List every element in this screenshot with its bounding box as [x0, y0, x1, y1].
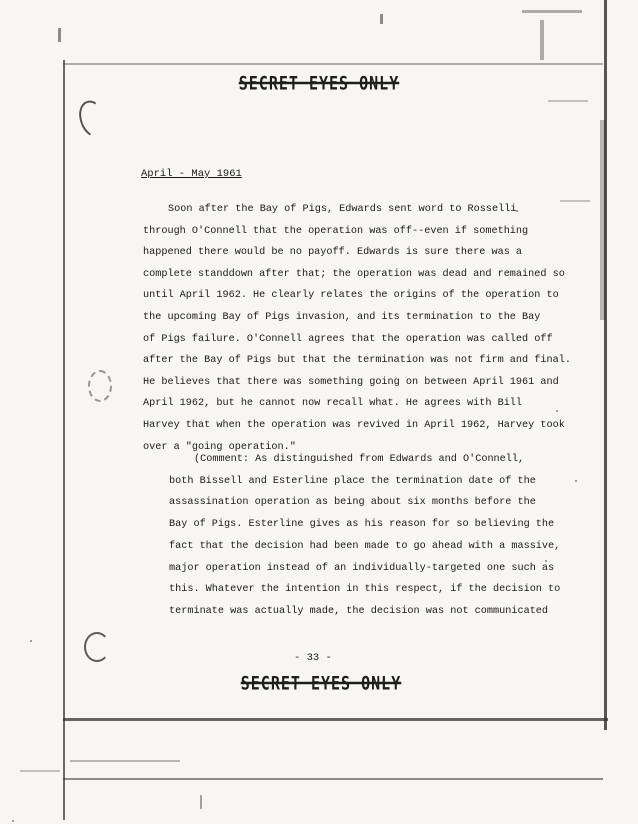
classification-stamp-text: SECRET EYES ONLY	[240, 671, 402, 695]
scan-noise	[522, 10, 582, 13]
comment-line: terminate was actually made, the decision was not communicated	[169, 605, 549, 617]
paragraph-line: April 1962, but he cannot now recall what. He agrees with Bill	[143, 398, 523, 410]
classification-stamp-text: SECRET EYES ONLY	[238, 71, 400, 95]
scan-noise	[600, 120, 606, 320]
comment-line: major operation instead of an individually-targeted one such as	[169, 562, 555, 574]
punch-hole-mark	[84, 632, 110, 662]
scan-speck	[30, 640, 32, 642]
scan-speck	[556, 410, 558, 412]
paragraph-line: until April 1962. He clearly relates the origins of the operation to	[143, 290, 559, 302]
paragraph-line: through O'Connell that the operation was off--even if something	[143, 225, 529, 237]
comment-line: assassination operation as being about six months before the	[169, 497, 536, 509]
comment-line: fact that the decision had been made to go ahead with a massive,	[169, 540, 561, 552]
scan-speck	[575, 480, 577, 482]
scan-noise	[200, 795, 202, 809]
scan-speck	[545, 560, 547, 562]
paragraph-line: the upcoming Bay of Pigs invasion, and its termination to the Bay	[143, 311, 541, 323]
comment-line: Bay of Pigs. Esterline gives as his reason for so believing the	[169, 519, 555, 531]
paragraph-line: happened there would be no payoff. Edwards is sure there was a	[143, 247, 523, 259]
copy-edge-bottom	[63, 718, 608, 721]
scan-noise	[70, 760, 180, 762]
paragraph-line: He believes that there was something going on between April 1961 and	[143, 376, 559, 388]
scan-speck	[12, 820, 14, 822]
paragraph-line: of Pigs failure. O'Connell agrees that the operation was called off	[143, 333, 553, 345]
scan-noise	[380, 14, 383, 24]
scan-noise	[540, 20, 544, 60]
paragraph-line: Harvey that when the operation was revived in April 1962, Harvey took	[143, 419, 565, 431]
copy-edge-top	[63, 63, 603, 65]
paragraph-line: Soon after the Bay of Pigs, Edwards sent word to Rosselli	[168, 204, 517, 215]
main-paragraph	[143, 199, 571, 458]
punch-hole-mark	[74, 97, 111, 142]
comment-line: (Comment: As distinguished from Edwards and O'Connell,	[194, 454, 525, 465]
classification-stamp-bottom	[0, 671, 638, 695]
comment-line: both Bissell and Esterline place the termination date of the	[169, 475, 536, 487]
page-number: - 33 -	[294, 652, 332, 664]
scan-noise	[548, 100, 588, 102]
scan-noise	[560, 200, 590, 202]
paragraph-line: over a "going operation."	[143, 441, 296, 453]
scan-noise	[58, 28, 61, 42]
comment-paragraph	[169, 449, 561, 623]
copy-edge-left	[63, 60, 65, 820]
paragraph-line: complete standdown after that; the operation was dead and remained so	[143, 268, 565, 280]
comment-line: this. Whatever the intention in this respect, if the decision to	[169, 584, 561, 596]
classification-stamp-top	[0, 71, 638, 95]
punch-hole-mark	[88, 370, 112, 402]
scan-noise	[20, 770, 60, 772]
paragraph-line: after the Bay of Pigs but that the termination was not firm and final.	[143, 355, 571, 367]
copy-edge-lower	[63, 778, 603, 780]
section-heading: April - May 1961	[141, 168, 242, 180]
copy-edge-right	[604, 0, 607, 730]
